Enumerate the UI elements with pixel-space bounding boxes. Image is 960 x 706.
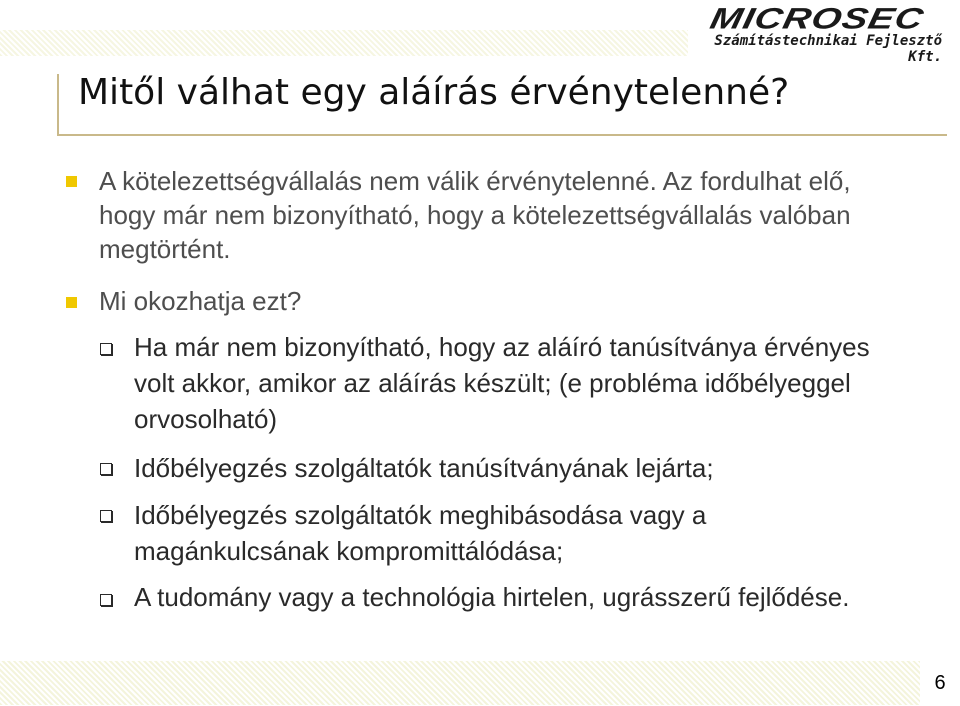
sub-bullet-text: Ha már nem bizonyítható, hogy az aláíró tanúsítványa érvényes volt akkor, amikor az aláírás készült; (e probléma időbélyeggel orvosolható) [134, 332, 870, 434]
checkbox-bullet-icon [100, 510, 112, 522]
checkbox-bullet-icon [100, 463, 112, 475]
header-stripe [0, 30, 688, 56]
bullet-text: A kötelezettségvállalás nem válik érvénytelenné. Az fordulhat elő, hogy már nem bizonyítható, hogy a kötelezettségvállalás valóban megtörtént. [99, 166, 851, 264]
bullet-square-icon [66, 176, 77, 187]
checkbox-bullet-icon [100, 594, 112, 606]
bullet-square-icon [66, 297, 77, 308]
title-left-rule [57, 74, 59, 136]
bullet-text: Mi okozhatja ezt? [99, 286, 302, 316]
sub-bullet-text: Időbélyegzés szolgáltatók meghibásodása vagy a magánkulcsának kompromittálódása; [134, 500, 707, 566]
checkbox-bullet-icon [100, 343, 112, 355]
sub-bullet-text: Időbélyegzés szolgáltatók tanúsítványának lejárta; [134, 453, 714, 483]
page-number: 6 [920, 661, 960, 705]
footer-stripe [0, 661, 920, 705]
slide-title: Mitől válhat egy aláírás érvénytelenné? [78, 72, 790, 113]
title-underline [57, 134, 947, 136]
company-logo: MICROSEC [707, 2, 927, 36]
sub-bullet-text: A tudomány vagy a technológia hirtelen, ugrásszerű fejlődése. [134, 582, 850, 612]
company-subtitle: Számítástechnikai Fejlesztő Kft. [714, 33, 942, 65]
